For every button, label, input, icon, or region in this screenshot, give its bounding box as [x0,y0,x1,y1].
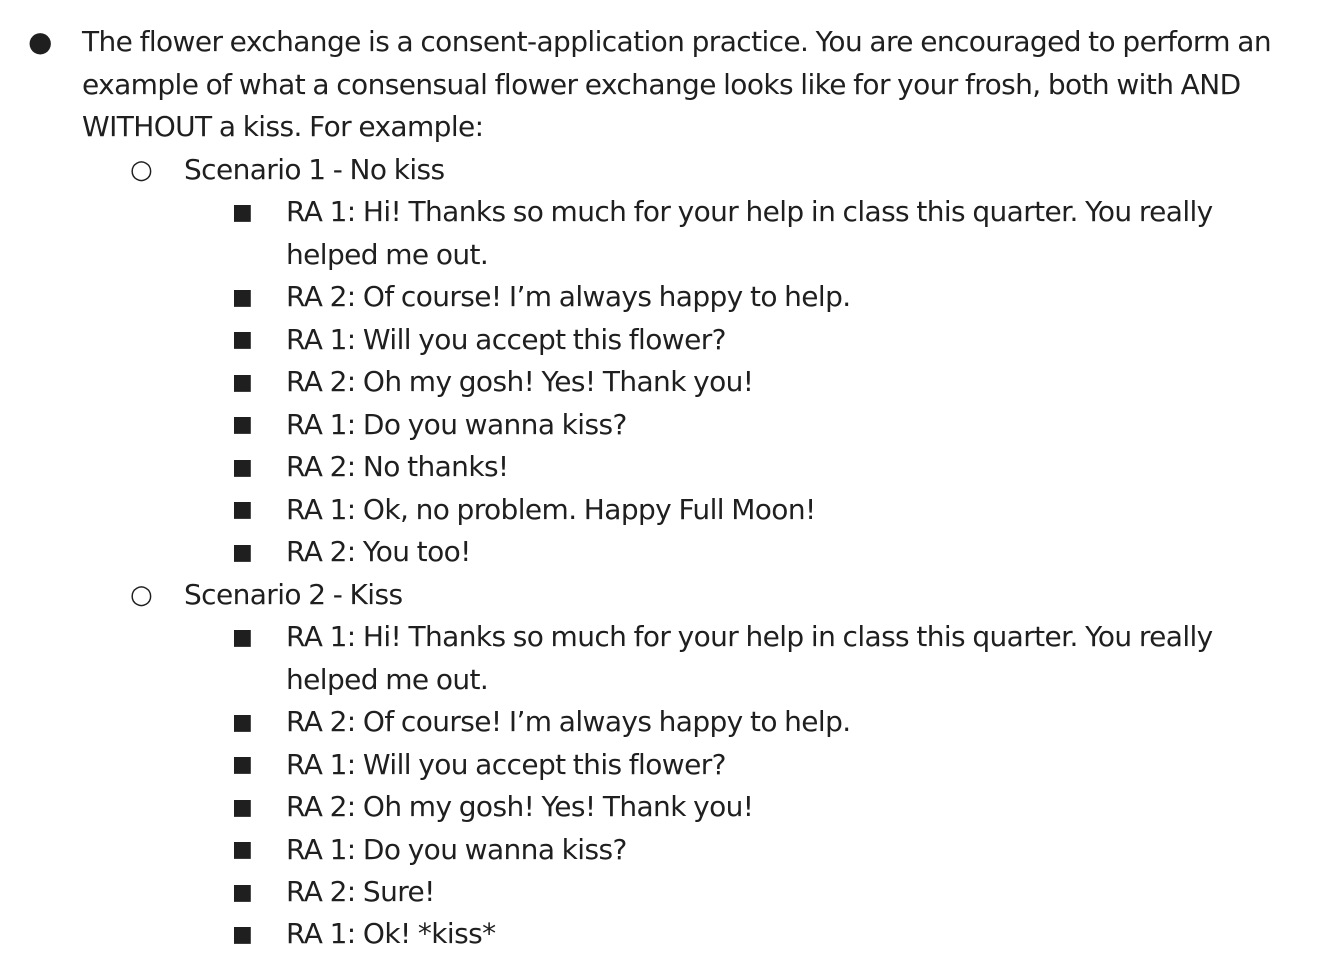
bullet-level3: ■ [232,200,253,225]
dialogue-line: RA 1: Hi! Thanks so much for your help in class this quarter. You really [286,195,1213,228]
dialogue-line: RA 1: Do you wanna kiss? [286,833,627,866]
bullet-level3: ■ [232,370,253,395]
dialogue-line: RA 1: Do you wanna kiss? [286,408,627,441]
dialogue-line-continuation: helped me out. [286,663,489,696]
dialogue-line: RA 2: Oh my gosh! Yes! Thank you! [286,790,754,823]
bullet-level3: ■ [232,412,253,437]
intro-paragraph: The flower exchange is a consent-application practice. You are encouraged to perform an example of what a consensual flower exchange looks like for your frosh, both with AND WITHOUT a kiss. For example: [82,25,1271,143]
dialogue-line: RA 2: Of course! I’m always happy to help. [286,280,851,313]
bullet-level3: ■ [232,922,253,947]
bullet-level2: ○ [130,155,153,185]
dialogue-line-continuation: helped me out. [286,238,489,271]
bullet-level3: ■ [232,285,253,310]
dialogue-line: RA 2: Oh my gosh! Yes! Thank you! [286,365,754,398]
bullet-level3: ■ [232,837,253,862]
bullet-level2: ○ [130,580,153,610]
bullet-level3: ■ [232,795,253,820]
dialogue-line: RA 2: No thanks! [286,450,509,483]
bullet-level3: ■ [232,625,253,650]
scenario-1-title: Scenario 1 - No kiss [184,153,445,186]
dialogue-line: RA 1: Hi! Thanks so much for your help in class this quarter. You really [286,620,1213,653]
bullet-level3: ■ [232,327,253,352]
bullet-level3: ■ [232,455,253,480]
dialogue-line: RA 1: Ok! *kiss* [286,917,496,950]
bullet-level3: ■ [232,540,253,565]
bullet-level3: ■ [232,752,253,777]
scenario-2-title: Scenario 2 - Kiss [184,578,403,611]
bullet-level3: ■ [232,497,253,522]
dialogue-line: RA 2: Sure! [286,875,435,908]
dialogue-line: RA 2: You too! [286,535,471,568]
dialogue-line: RA 1: Will you accept this flower? [286,748,726,781]
dialogue-line: RA 1: Will you accept this flower? [286,323,726,356]
bullet-level3: ■ [232,880,253,905]
bullet-level3: ■ [232,710,253,735]
bullet-level1: ● [28,25,53,58]
dialogue-line: RA 1: Ok, no problem. Happy Full Moon! [286,493,816,526]
dialogue-line: RA 2: Of course! I’m always happy to help. [286,705,851,738]
